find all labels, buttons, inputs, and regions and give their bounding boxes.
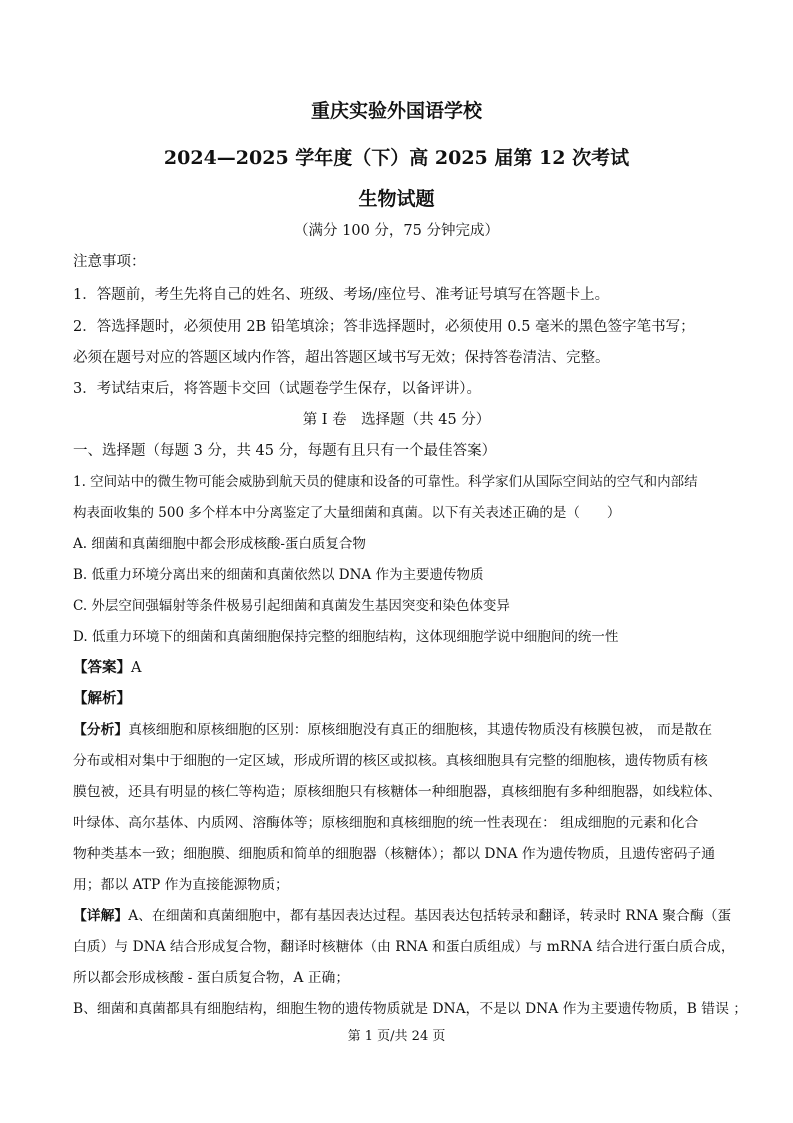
note-item: 2．答选择题时，必须使用 2B 铅笔填涂；答非选择题时，必须使用 0.5 毫米的黑色签字笔书写； (73, 319, 695, 335)
note-item: 3．考试结束后，将答题卡交回（试题卷学生保存，以备评讲）。 (73, 381, 481, 397)
fenxi-text: 真核细胞和原核细胞的区别：原核细胞没有真正的细胞核，其遗传物质没有核膜包被， 而是散在 (128, 722, 713, 738)
detail-line: 白质）与 DNA 结合形成复合物，翻译时核糖体（由 RNA 和蛋白质组成）与 mRNA 结合进行蛋白质合成， (73, 939, 735, 955)
exam-info: （满分 100 分，75 分钟完成） (294, 223, 499, 239)
subject-title: 生物试题 (358, 188, 435, 210)
answer-line (73, 656, 733, 677)
detail-line: 所以都会形成核酸 - 蛋白质复合物，A 正确； (73, 970, 350, 986)
note-item: 1．答题前，考生先将自己的姓名、班级、考场/座位号、准考证号填写在答题卡上。 (73, 287, 610, 303)
exam-title: 2024—2025 学年度（下）高 2025 届第 12 次考试 (163, 147, 630, 169)
fenxi-label: 【分析】 (73, 722, 129, 738)
xiangjie-label: 【详解】 (73, 908, 129, 924)
xiangjie-text: A、在细菌和真菌细胞中，都有基因表达过程。基因表达包括转录和翻译，转录时 RNA 聚合酶（蛋 (128, 908, 732, 924)
notes-heading: 注意事项： (73, 254, 146, 270)
answer-value: A (131, 660, 142, 676)
analysis-line: 分布或相对集中于细胞的一定区域，形成所谓的核区或拟核。真核细胞具有完整的细胞核，遗传物质有核 (73, 753, 708, 769)
page-number: 第 1 页/共 24 页 (347, 1029, 446, 1044)
option-a: A. 细菌和真菌细胞中都会形成核酸-蛋白质复合物 (73, 536, 366, 552)
volume-heading: 第 I 卷 选择题（共 45 分） (302, 412, 491, 428)
analysis-line: 用；都以 ATP 作为直接能源物质； (73, 877, 289, 893)
option-b: B. 低重力环境分离出来的细菌和真菌依然以 DNA 作为主要遗传物质 (73, 567, 484, 583)
note-item: 必须在题号对应的答题区域内作答，超出答题区域书写无效；保持答卷清洁、完整。 (73, 350, 610, 366)
option-d: D. 低重力环境下的细菌和真菌细胞保持完整的细胞结构，这体现细胞学说中细胞间的统一性 (73, 629, 619, 645)
analysis-label: 【解析】 (73, 690, 131, 707)
analysis-line: 物种类基本一致；细胞膜、细胞质和简单的细胞器（核糖体）；都以 DNA 作为遗传物质，且遗传密码子通 (73, 846, 716, 862)
school-name: 重庆实验外国语学校 (310, 100, 482, 122)
answer-label: 【答案】 (73, 659, 131, 676)
part-heading: 一、选择题（每题 3 分，共 45 分，每题有且只有一个最佳答案） (73, 443, 497, 459)
option-c: C. 外层空间强辐射等条件极易引起细菌和真菌发生基因突变和染色体变异 (73, 598, 510, 614)
detail-line: B、细菌和真菌都具有细胞结构，细胞生物的遗传物质就是 DNA，不是以 DNA 作为主要遗传物质，B 错误 ； (73, 1001, 748, 1017)
detail-line (73, 904, 733, 924)
analysis-line: 叶绿体、高尔基体、内质网、溶酶体等；原核细胞和真核细胞的统一性表现在： 组成细胞的元素和化合 (73, 815, 699, 831)
question-stem: 1. 空间站中的微生物可能会威胁到航天员的健康和设备的可靠性。科学家们从国际空间站的空气和内部结 (73, 474, 698, 490)
analysis-line (73, 718, 733, 738)
analysis-line: 膜包被，还具有明显的核仁等构造；原核细胞只有核糖体一种细胞器，真核细胞有多种细胞器，如线粒体、 (73, 784, 722, 800)
question-stem: 构表面收集的 500 多个样本中分离鉴定了大量细菌和真菌。以下有关表述正确的是（ ） (73, 505, 621, 521)
